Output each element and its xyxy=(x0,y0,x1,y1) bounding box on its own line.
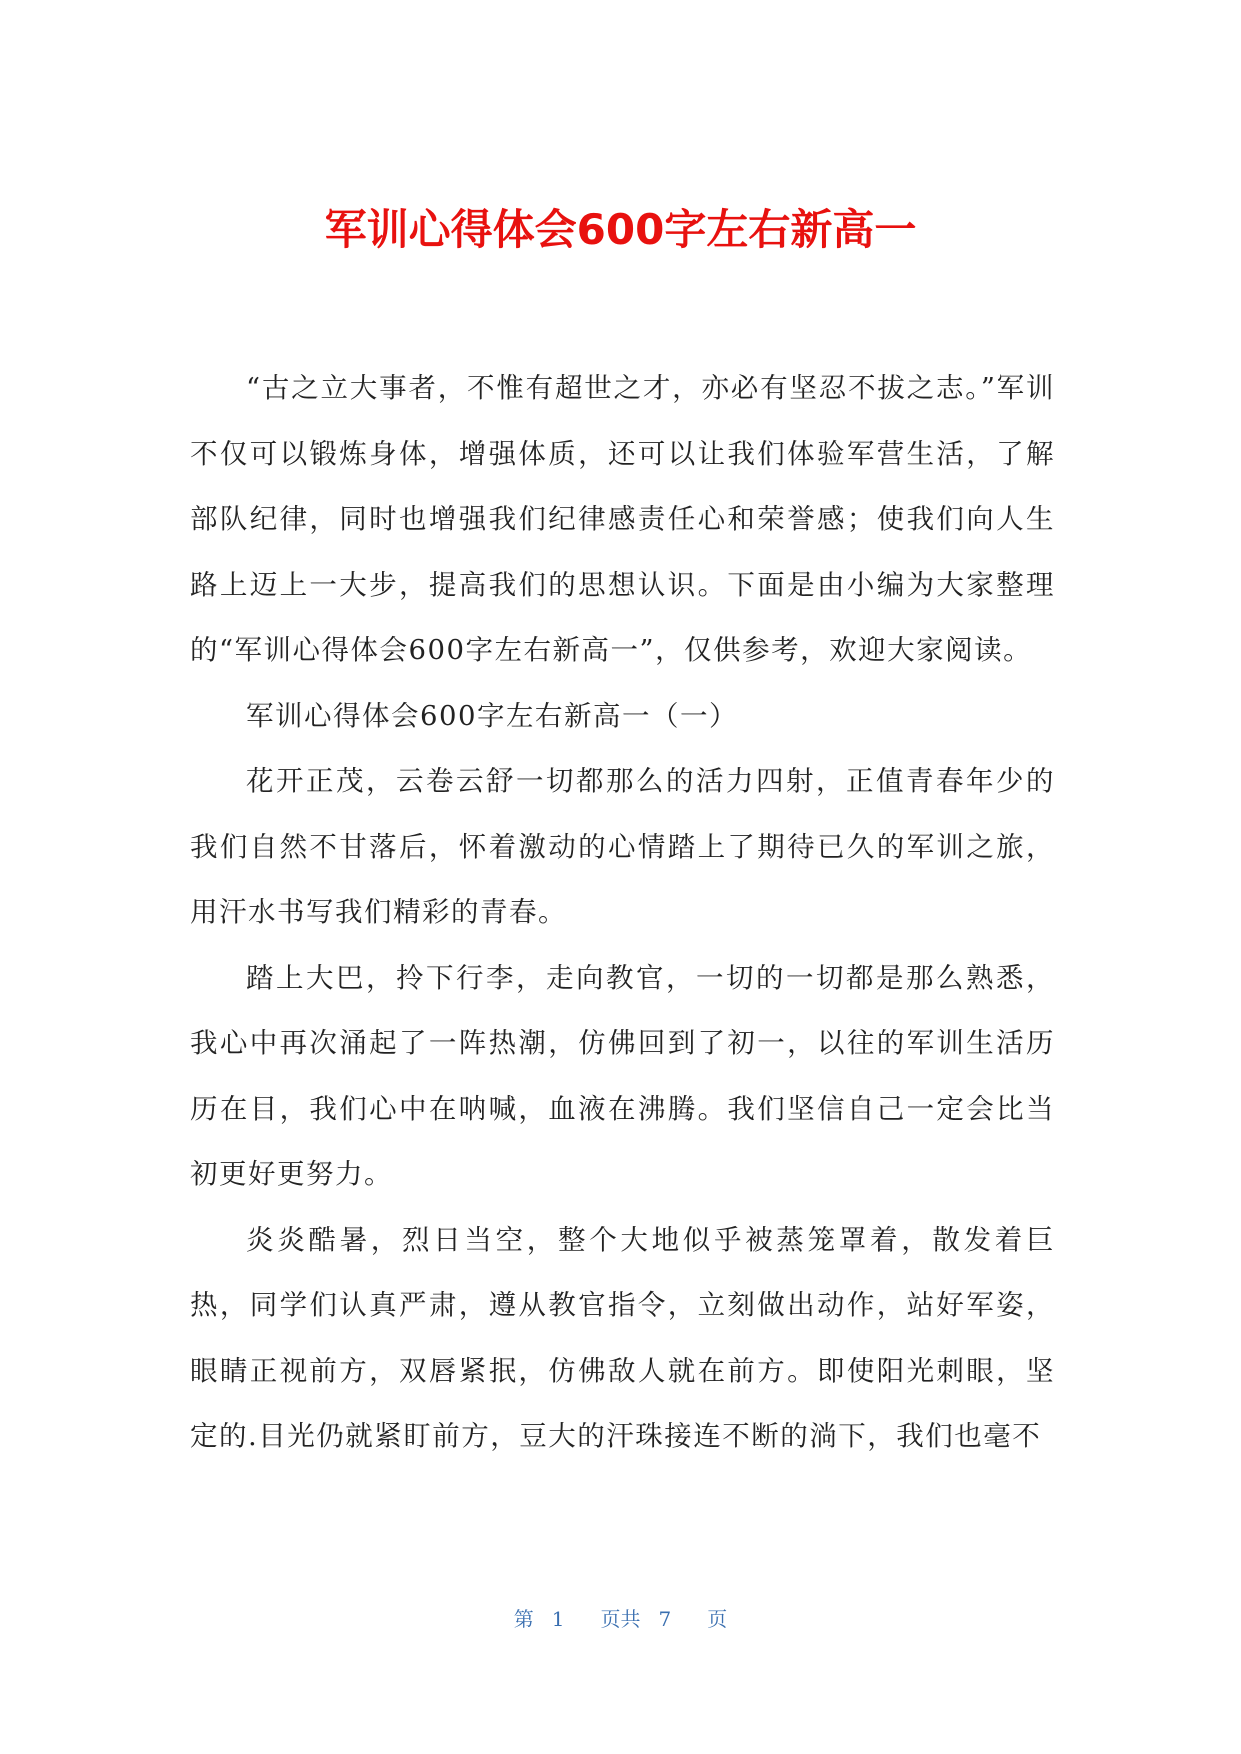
body-paragraph: 花开正茂，云卷云舒一切都那么的活力四射，正值青春年少的我们自然不甘落后，怀着激动的心情踏上了期待已久的军训之旅，用汗水书写我们精彩的青春。 xyxy=(190,765,1055,928)
document-body xyxy=(190,356,1055,1470)
section-heading: 军训心得体会600字左右新高一（一） xyxy=(246,699,738,732)
intro-paragraph: “古之立大事者，不惟有超世之才，亦必有坚忍不拔之志。”军训不仅可以锻炼身体，增强体质，还可以让我们体验军营生活，了解部队纪律，同时也增强我们纪律感责任心和荣誉感；使我们向人生路上迈上一大步，提高我们的思想认识。下面是由小编为大家整理的“军训心得体会600字左右新高一”，仅供参考，欢迎大家阅读。 xyxy=(190,372,1055,666)
page-number: 1 xyxy=(551,1607,565,1631)
page-label-prefix: 第 xyxy=(513,1607,534,1631)
document-title: 军训心得体会600字左右新高一 xyxy=(324,205,917,254)
page-total: 7 xyxy=(658,1607,672,1631)
body-paragraph: 踏上大巴，拎下行李，走向教官，一切的一切都是那么熟悉，我心中再次涌起了一阵热潮，仿佛回到了初一，以往的军训生活历历在目，我们心中在呐喊，血液在沸腾。我们坚信自己一定会比当初更好更努力。 xyxy=(190,961,1055,1190)
page-label-middle: 页共 xyxy=(600,1607,641,1631)
page-footer xyxy=(0,1604,1241,1634)
body-paragraph: 炎炎酷暑，烈日当空，整个大地似乎被蒸笼罩着，散发着巨热，同学们认真严肃，遵从教官指令，立刻做出动作，站好军姿，眼睛正视前方，双唇紧抿，仿佛敌人就在前方。即使阳光刺眼，坚定的.目光仍就紧盯前方，豆大的汗珠接连不断的淌下，我们也毫不 xyxy=(190,1223,1055,1452)
page-label-suffix: 页 xyxy=(707,1607,728,1631)
